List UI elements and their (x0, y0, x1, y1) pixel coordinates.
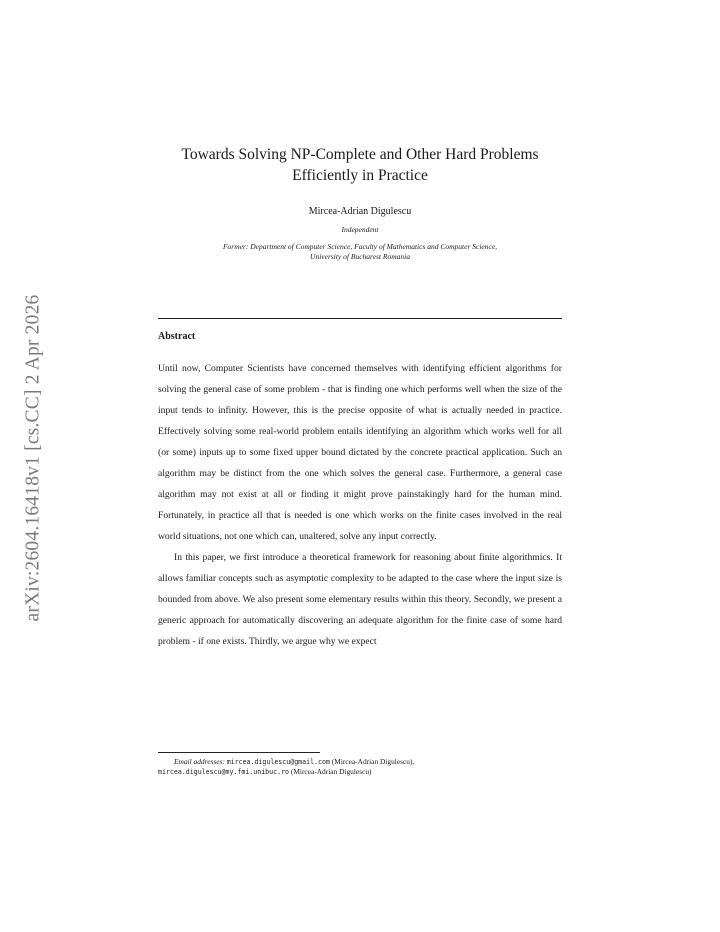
affiliation-primary: Independent (341, 225, 379, 234)
abstract-body (158, 358, 562, 652)
paper-title (140, 144, 580, 186)
footnote-email (158, 757, 562, 777)
author-name: Mircea-Adrian Digulescu (308, 206, 412, 217)
email-address-2[interactable]: mircea.digulescu@my.fmi.unibuc.ro (158, 768, 290, 776)
abstract-paragraph-1: Until now, Computer Scientists have concerned themselves with identifying efficient algorithms for solving the general case of some problem - that is finding one which performs well when the size of the input tends to infinity. However, this is the precise opposite of what is actually needed in practice. Effectively solving some real-world problem entails identifying an algorithm which works well for all (or some) inputs up to some fixed upper bound dictated by the concrete practical application. Such an algorithm may be distinct from the one which solves the general case. Furthermore, a general case algorithm may not exist at all or finding it might prove painstakingly hard for the human mind. Fortunately, in practice all that is needed is one which works on the finite cases involved in the real world situations, not one which can, unaltered, solve any input correctly. (158, 363, 562, 542)
email-owner-2: (Mircea-Adrian Digulescu) (290, 767, 372, 776)
email-owner-1: (Mircea-Adrian Digulescu), (331, 757, 415, 766)
email-address-1[interactable]: mircea.digulescu@gmail.com (226, 758, 330, 766)
abstract-top-rule (158, 318, 562, 319)
abstract-heading: Abstract (158, 331, 196, 342)
abstract-paragraph-2: In this paper, we first introduce a theoretical framework for reasoning about finite algorithmics. It allows familiar concepts such as asymptotic complexity to be adapted to the case where the input size is bounded from above. We also present some elementary results within this theory. Secondly, we present a generic approach for automatically discovering an adequate algorithm for the finite case of some hard problem - if one exists. Thirdly, we argue why we expect (158, 552, 562, 647)
arxiv-sidebar-stamp (20, 268, 46, 648)
arxiv-identifier: arXiv:2604.16418v1 [cs.CC] 2 Apr 2026 (22, 294, 43, 622)
affiliation-former-line-2: University of Bucharest Romania (310, 252, 410, 261)
footnote-rule (158, 752, 320, 753)
affiliation-former (140, 242, 580, 262)
title-line-1: Towards Solving NP-Complete and Other Hard Problems (181, 146, 539, 163)
title-line-2: Efficiently in Practice (292, 167, 428, 184)
footnote-label: Email addresses: (174, 757, 225, 766)
affiliation-former-line-1: Former: Department of Computer Science, Faculty of Mathematics and Computer Science, (222, 242, 498, 251)
